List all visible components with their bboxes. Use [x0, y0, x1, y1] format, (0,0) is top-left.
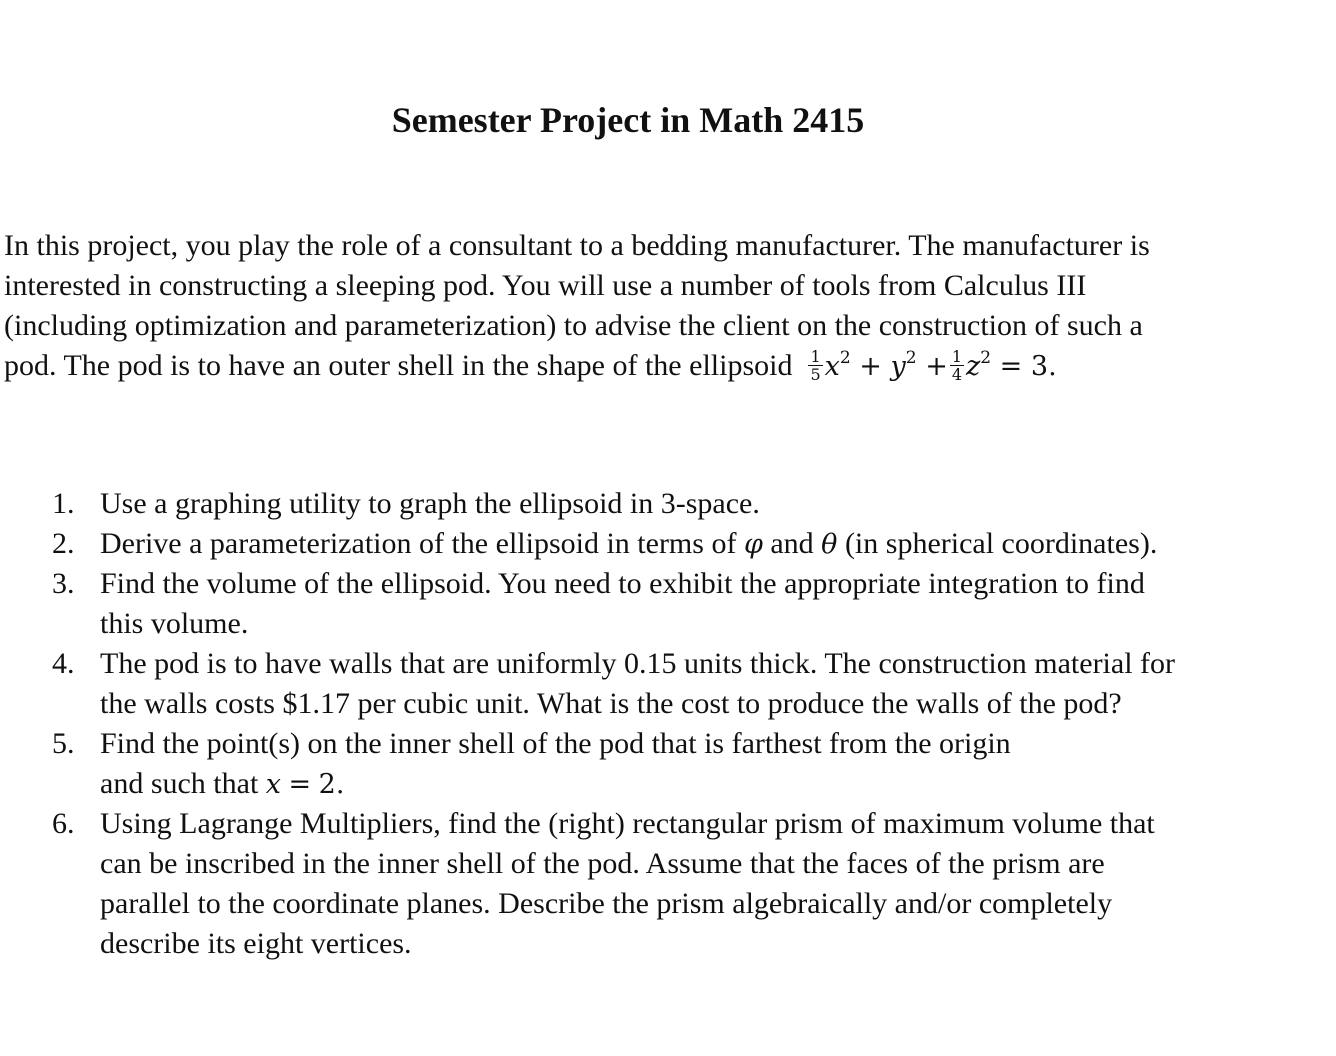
list-item [0, 564, 1270, 644]
list-item-text: parallel to the coordinate planes. Describe the prism algebraically and/or completely [100, 887, 1113, 920]
list-item-text: Using Lagrange Multipliers, find the (right) rectangular prism of maximum volume that [100, 807, 1155, 840]
theta-symbol: θ [821, 529, 838, 560]
list-item-text: describe its eight vertices. [100, 927, 412, 960]
list-item-text: Derive a parameterization of the ellipsoid in terms of φ and θ (in spherical coordinates). [100, 527, 1158, 560]
intro-line-2: interested in constructing a sleeping pod. You will use a number of tools from Calculus III [4, 269, 1087, 302]
phi-symbol: φ [743, 529, 763, 560]
list-item [0, 724, 1270, 804]
list-item-text: the walls costs $1.17 per cubic unit. What is the cost to produce the walls of the pod? [100, 687, 1122, 720]
list-number: 4. [52, 647, 75, 680]
list-item [0, 804, 1270, 964]
list-item [0, 644, 1270, 724]
intro-line-4-text: pod. The pod is to have an outer shell in the shape of the ellipsoid [4, 349, 793, 382]
list-item [0, 524, 1270, 564]
x-variable: x [265, 769, 282, 800]
list-item-text: Use a graphing utility to graph the ellipsoid in 3-space. [100, 487, 760, 520]
intro-paragraph [4, 226, 1304, 386]
intro-line-4 [4, 346, 1304, 386]
intro-line-3: (including optimization and parameterization) to advise the client on the construction of such a [4, 309, 1143, 342]
list-item-text: Find the volume of the ellipsoid. You need to exhibit the appropriate integration to find [100, 567, 1145, 600]
intro-line-1: In this project, you play the role of a consultant to a bedding manufacturer. The manufacturer is [4, 229, 1150, 262]
list-item-text: and such that x = 2. [100, 767, 345, 800]
ellipsoid-equation: $\frac{1}{5}$ $x^2 + y^2$ + $\frac{1}{4}$ $z^2 = 3$. [810, 347, 1057, 384]
page-title: Semester Project in Math 2415 [391, 100, 865, 140]
list-item-text: Find the point(s) on the inner shell of the pod that is farthest from the origin [100, 727, 1011, 760]
list-item-text: can be inscribed in the inner shell of the pod. Assume that the faces of the prism are [100, 847, 1105, 880]
list-number: 5. [52, 727, 75, 760]
list-number: 2. [52, 527, 75, 560]
fraction-one-fourth: $\frac{1}{4}$ [951, 347, 963, 384]
list-item [0, 484, 1270, 524]
list-number: 1. [52, 487, 75, 520]
list-item-text: this volume. [100, 607, 249, 640]
task-list [0, 484, 1300, 964]
fraction-one-fifth: $\frac{1}{5}$ [810, 347, 821, 384]
list-number: 6. [52, 807, 75, 840]
list-item-text: The pod is to have walls that are uniformly 0.15 units thick. The construction material for [100, 647, 1176, 680]
list-number: 3. [52, 567, 75, 600]
